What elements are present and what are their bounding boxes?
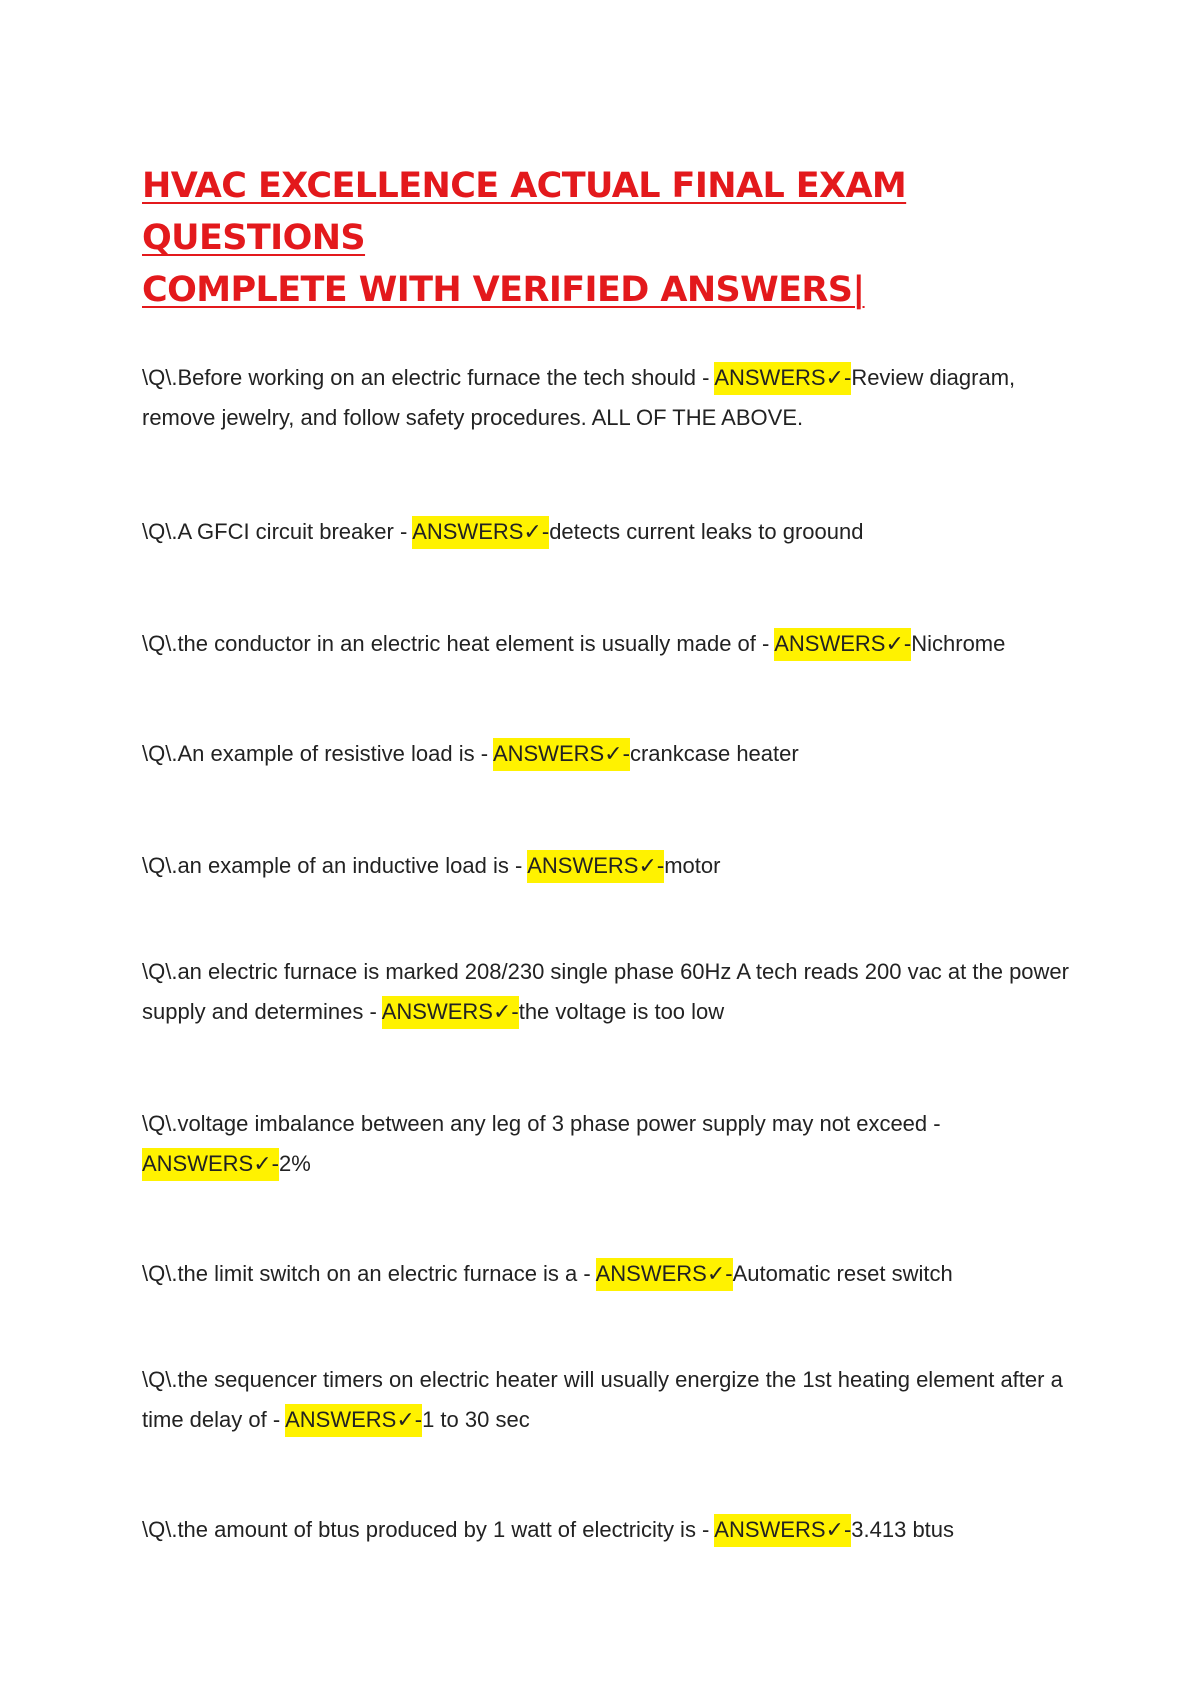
- qa-item-4: [142, 734, 1072, 774]
- qa-item-8: [142, 1254, 1072, 1294]
- answer-text: motor: [664, 853, 721, 878]
- qa-item-5: [142, 846, 1072, 886]
- answer-text: Automatic reset switch: [732, 1261, 953, 1286]
- qa-item-1: [142, 358, 1072, 438]
- answer-marker: ANSWERS✓-: [142, 1148, 279, 1181]
- question-text: \Q\.an electric furnace is marked 208/230 single phase 60Hz A tech reads 200 vac at the power supply and determines -: [142, 959, 1069, 1024]
- question-text: \Q\.the amount of btus produced by 1 watt of electricity is -: [142, 1517, 715, 1542]
- qa-item-6: [142, 952, 1072, 1032]
- answer-text: Review diagram, remove jewelry, and follow safety procedures. ALL OF THE ABOVE.: [142, 365, 1016, 430]
- answer-text: Nichrome: [911, 631, 1006, 656]
- answer-marker: ANSWERS✓-: [774, 628, 911, 661]
- question-text: \Q\.A GFCI circuit breaker -: [142, 519, 413, 544]
- answer-marker: ANSWERS✓-: [285, 1404, 422, 1437]
- qa-item-7: [142, 1104, 1072, 1184]
- answer-marker: ANSWERS✓-: [493, 738, 630, 771]
- answer-text: 1 to 30 sec: [422, 1407, 530, 1432]
- answer-marker: ANSWERS✓-: [382, 996, 519, 1029]
- document-title: [142, 160, 1072, 316]
- answer-text: 3.413 btus: [851, 1517, 955, 1542]
- qa-item-3: [142, 624, 1072, 664]
- question-text: \Q\.the sequencer timers on electric heater will usually energize the 1st heating element after a time delay of -: [142, 1367, 1063, 1432]
- question-text: \Q\.Before working on an electric furnace the tech should -: [142, 365, 715, 390]
- answer-text: the voltage is too low: [518, 999, 725, 1024]
- question-text: \Q\.voltage imbalance between any leg of 3 phase power supply may not exceed -: [142, 1111, 941, 1136]
- question-text: \Q\.An example of resistive load is -: [142, 741, 493, 766]
- title-line-1: HVAC EXCELLENCE ACTUAL FINAL EXAM QUESTIONS: [142, 166, 907, 258]
- title-line-2: COMPLETE WITH VERIFIED ANSWERS|: [142, 270, 865, 310]
- answer-text: 2%: [279, 1151, 311, 1176]
- question-text: \Q\.the limit switch on an electric furnace is a -: [142, 1261, 596, 1286]
- answer-marker: ANSWERS✓-: [714, 362, 851, 395]
- answer-marker: ANSWERS✓-: [412, 516, 549, 549]
- qa-item-9: [142, 1360, 1072, 1440]
- answer-marker: ANSWERS✓-: [714, 1514, 851, 1547]
- answer-marker: ANSWERS✓-: [527, 850, 664, 883]
- question-text: \Q\.an example of an inductive load is -: [142, 853, 528, 878]
- question-text: \Q\.the conductor in an electric heat element is usually made of -: [142, 631, 775, 656]
- qa-item-10: [142, 1510, 1072, 1550]
- answer-text: detects current leaks to groound: [549, 519, 864, 544]
- answer-marker: ANSWERS✓-: [596, 1258, 733, 1291]
- answer-text: crankcase heater: [629, 741, 799, 766]
- qa-item-2: [142, 512, 1072, 552]
